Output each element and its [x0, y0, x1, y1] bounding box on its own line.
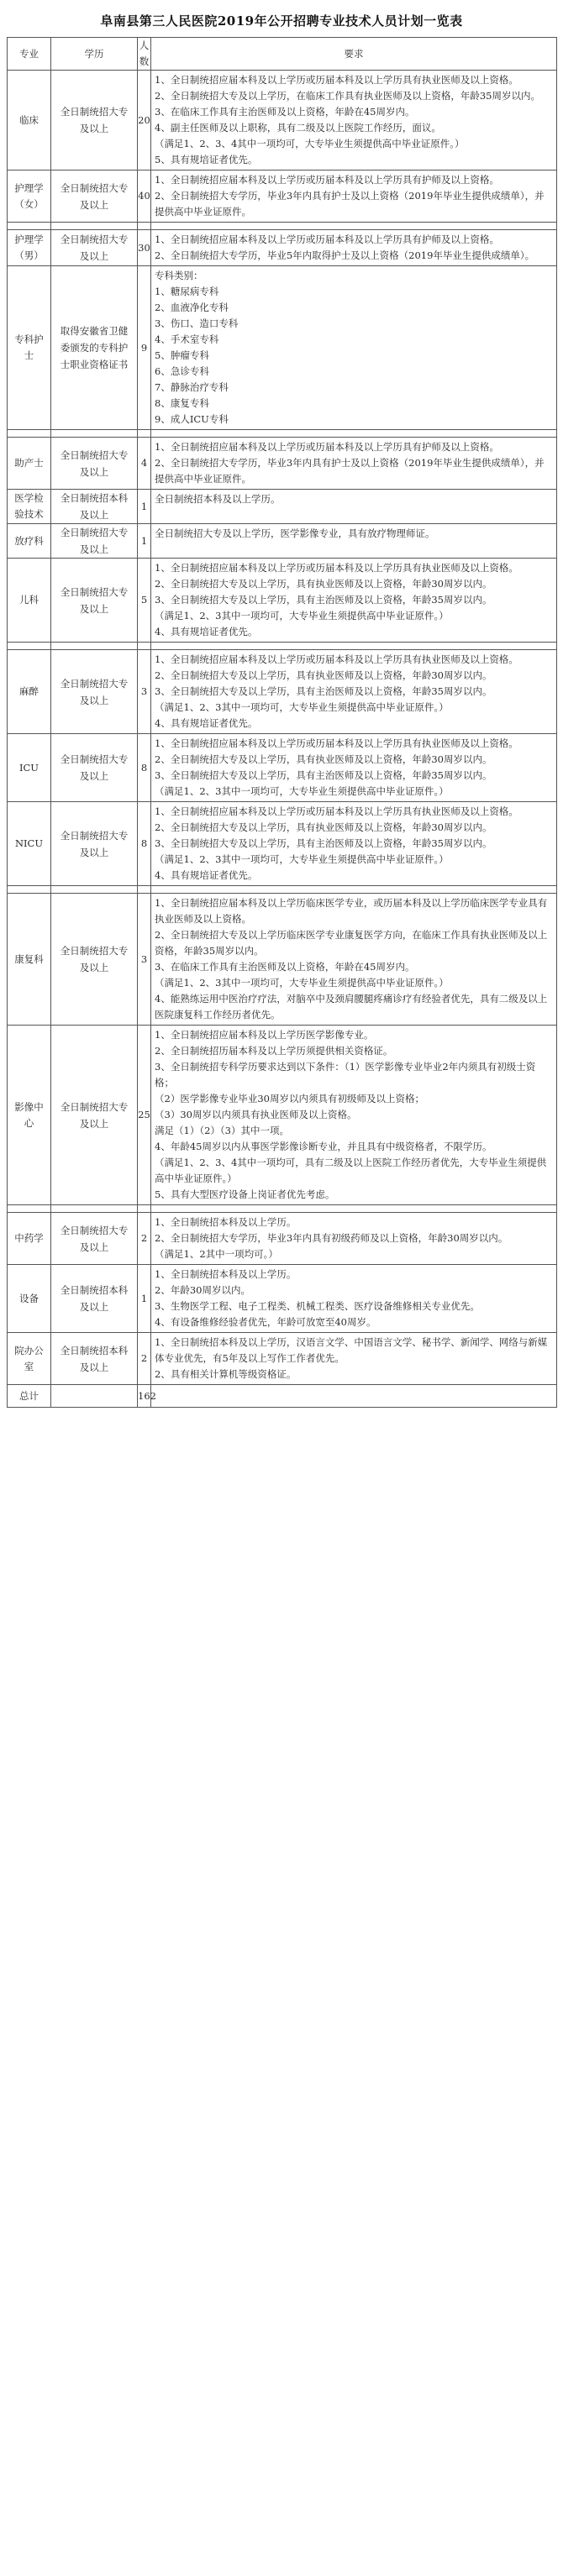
requirement-line: 4、副主任医师及以上职称，具有二级及以上医院工作经历，面议。 — [155, 122, 441, 134]
table-row — [8, 230, 557, 266]
row-education: 全日制统招大专及以上 — [51, 524, 138, 559]
row-count: 20 — [138, 71, 151, 171]
table-header-row — [8, 38, 557, 71]
requirement-line: 6、急诊专科 — [155, 365, 209, 377]
row-major: 院办公室 — [8, 1333, 51, 1385]
row-education: 全日制统招大专及以上 — [51, 438, 138, 490]
table-row — [8, 1213, 557, 1265]
row-major: 麻醉 — [8, 650, 51, 734]
requirement-line: 1、全日制统招应届本科及以上学历或历届本科及以上学历具有护师及以上资格。 — [155, 441, 499, 453]
row-requirements — [151, 71, 557, 171]
requirement-line: 2、年龄30周岁以内。 — [155, 1284, 250, 1296]
requirement-line: 4、有设备维修经验者优先，年龄可放宽至40周岁。 — [155, 1316, 376, 1328]
requirement-line: 3、在临床工作具有主治医师及以上资格，年龄在45周岁内。 — [155, 106, 415, 118]
row-education: 全日制统招本科及以上 — [51, 490, 138, 524]
requirement-line: 4、具有规培证者优先。 — [155, 626, 258, 637]
row-requirements — [151, 1213, 557, 1265]
row-requirements — [151, 802, 557, 886]
row-count: 25 — [138, 1026, 151, 1205]
row-count: 1 — [138, 524, 151, 559]
requirement-line: 1、全日制统招本科及以上学历，汉语言文学、中国语言文学、秘书学、新闻学、网络与新媒体专业优先，有5年及以上写作工作者优先。 — [155, 1336, 548, 1364]
header-count: 人数 — [138, 38, 151, 71]
requirement-line: 专科类别： — [155, 270, 203, 281]
requirement-line: 3、生物医学工程、电子工程类、机械工程类、医疗设备维修相关专业优先。 — [155, 1300, 480, 1312]
requirement-line: 1、全日制统招应届本科及以上学历或历届本科及以上学历具有执业医师及以上资格。 — [155, 653, 518, 665]
page-gap-row — [8, 223, 557, 230]
row-requirements — [151, 266, 557, 430]
table-row — [8, 266, 557, 430]
document-title: 阜南县第三人民医院2019年公开招聘专业技术人员计划一览表 — [100, 13, 463, 29]
row-major: 专科护士 — [8, 266, 51, 430]
requirement-line: （满足1、2、3其中一项均可，大专毕业生须提供高中毕业证原件。） — [155, 785, 449, 797]
row-count: 3 — [138, 650, 151, 734]
requirement-line: 2、全日制统招历届本科及以上学历须提供相关资格证。 — [155, 1045, 393, 1057]
row-education: 全日制统招大专及以上 — [51, 171, 138, 223]
row-count: 1 — [138, 1265, 151, 1333]
requirement-line: 3、全日制统招大专及以上学历，具有主治医师及以上资格，年龄35周岁以内。 — [155, 594, 492, 606]
row-requirements — [151, 559, 557, 643]
row-count: 40 — [138, 171, 151, 223]
row-requirements — [151, 490, 557, 524]
row-major: 影像中心 — [8, 1026, 51, 1205]
header-major: 专业 — [8, 38, 51, 71]
requirement-line: 4、能熟练运用中医治疗疗法，对脑卒中及颈肩腰腿疼痛诊疗有经验者优先，具有二级及以上医院康复科工作经历者优先。 — [155, 993, 548, 1020]
row-major: ICU — [8, 734, 51, 802]
row-requirements — [151, 524, 557, 559]
row-requirements — [151, 894, 557, 1026]
row-count: 2 — [138, 1213, 151, 1265]
page-gap-row — [8, 1205, 557, 1213]
row-education: 取得安徽省卫健委颁发的专科护士职业资格证书 — [51, 266, 138, 430]
row-education: 全日制统招大专及以上 — [51, 559, 138, 643]
requirement-line: 2、全日制统招大专及以上学历，具有执业医师及以上资格，年龄30周岁以内。 — [155, 753, 492, 765]
row-requirements — [151, 1265, 557, 1333]
requirement-line: 1、全日制统招应届本科及以上学历或历届本科及以上学历具有执业医师及以上资格。 — [155, 74, 518, 86]
row-major: 康复科 — [8, 894, 51, 1026]
header-education: 学历 — [51, 38, 138, 71]
requirement-line: 2、全日制统招大专及以上学历，具有执业医师及以上资格，年龄30周岁以内。 — [155, 669, 492, 681]
table-row — [8, 894, 557, 1026]
table-row — [8, 71, 557, 171]
row-major: 护理学（男） — [8, 230, 51, 266]
row-education: 全日制统招大专及以上 — [51, 1213, 138, 1265]
requirement-line: 5、具有大型医疗设备上岗证者优先考虑。 — [155, 1188, 335, 1200]
requirement-line: （满足1、2、3、4其中一项均可，大专毕业生须提供高中毕业证原件。） — [155, 138, 465, 150]
requirement-line: 1、全日制统招应届本科及以上学历或历届本科及以上学历具有护师及以上资格。 — [155, 233, 499, 245]
row-count: 8 — [138, 802, 151, 886]
table-row — [8, 559, 557, 643]
row-education: 全日制统招大专及以上 — [51, 1026, 138, 1205]
total-row — [8, 1385, 557, 1408]
table-body — [8, 71, 557, 1408]
requirement-line: 2、全日制统招大专及以上学历临床医学专业康复医学方向，在临床工作具有执业医师及以上资格，年龄35周岁以内。 — [155, 929, 548, 957]
requirement-line: 1、全日制统招本科及以上学历。 — [155, 1216, 297, 1228]
table-row — [8, 490, 557, 524]
table-row — [8, 524, 557, 559]
requirement-line: 2、全日制统招大专学历，毕业3年内具有初级药师及以上资格，年龄30周岁以内。 — [155, 1232, 508, 1244]
requirement-line: 8、康复专科 — [155, 397, 209, 409]
requirement-line: 3、全日制统招大专及以上学历，具有主治医师及以上资格，年龄35周岁以内。 — [155, 685, 492, 697]
requirement-line: 1、全日制统招应届本科及以上学历或历届本科及以上学历具有执业医师及以上资格。 — [155, 562, 518, 574]
table-row — [8, 1026, 557, 1205]
row-major: 医学检验技术 — [8, 490, 51, 524]
document-page — [7, 5, 556, 1408]
row-count: 3 — [138, 894, 151, 1026]
requirement-line: 3、在临床工作具有主治医师及以上资格，年龄在45周岁内。 — [155, 961, 415, 973]
requirement-line: 2、全日制统招大专学历，毕业5年内取得护士及以上资格（2019年毕业生提供成绩单）。 — [155, 249, 535, 261]
requirement-line: 3、全日制统招大专及以上学历，具有主治医师及以上资格，年龄35周岁以内。 — [155, 837, 492, 849]
row-count: 2 — [138, 1333, 151, 1385]
row-education: 全日制统招大专及以上 — [51, 230, 138, 266]
total-count: 162 — [138, 1385, 151, 1408]
table-row — [8, 438, 557, 490]
row-education: 全日制统招大专及以上 — [51, 894, 138, 1026]
requirement-line: （满足1、2、3其中一项均可，大专毕业生须提供高中毕业证原件。） — [155, 701, 449, 713]
row-count: 8 — [138, 734, 151, 802]
requirement-line: 满足（1）（2）（3）其中一项。 — [155, 1125, 289, 1136]
table-row — [8, 171, 557, 223]
row-count: 4 — [138, 438, 151, 490]
row-requirements — [151, 1333, 557, 1385]
row-major: 儿科 — [8, 559, 51, 643]
requirement-line: 全日制统招大专及以上学历，医学影像专业，具有放疗物理师证。 — [155, 527, 435, 539]
requirement-line: 2、全日制统招大专学历，毕业3年内具有护士及以上资格（2019年毕业生提供成绩单），并提供高中毕业证原件。 — [155, 190, 545, 218]
requirement-line: 5、肿瘤专科 — [155, 349, 209, 361]
row-education: 全日制统招大专及以上 — [51, 734, 138, 802]
requirement-line: 3、全日制统招大专及以上学历，具有主治医师及以上资格，年龄35周岁以内。 — [155, 769, 492, 781]
page-gap-row — [8, 886, 557, 894]
requirement-line: （2）医学影像专业毕业30周岁以内须具有初级师及以上资格； — [155, 1093, 424, 1104]
requirement-line: 3、伤口、造口专科 — [155, 317, 239, 329]
requirement-line: 1、全日制统招应届本科及以上学历医学影像专业。 — [155, 1029, 374, 1041]
requirement-line: （满足1、2其中一项均可。） — [155, 1248, 278, 1260]
row-major: 中药学 — [8, 1213, 51, 1265]
requirement-line: 2、全日制统招大专及以上学历，在临床工作具有执业医师及以上资格，年龄35周岁以内。 — [155, 90, 540, 102]
table-row — [8, 650, 557, 734]
requirement-line: 2、血液净化专科 — [155, 302, 229, 313]
row-education: 全日制统招本科及以上 — [51, 1265, 138, 1333]
requirement-line: 2、全日制统招大专及以上学历，具有执业医师及以上资格，年龄30周岁以内。 — [155, 821, 492, 833]
row-major: NICU — [8, 802, 51, 886]
requirement-line: （满足1、2、3其中一项均可，大专毕业生须提供高中毕业证原件。） — [155, 977, 449, 989]
page-gap-row — [8, 430, 557, 438]
requirement-line: 7、静脉治疗专科 — [155, 381, 229, 393]
requirement-line: （满足1、2、3其中一项均可，大专毕业生须提供高中毕业证原件。） — [155, 853, 449, 865]
requirement-line: 4、年龄45周岁以内从事医学影像诊断专业，并且具有中级资格者，不限学历。 — [155, 1141, 492, 1152]
row-requirements — [151, 171, 557, 223]
row-major: 护理学（女） — [8, 171, 51, 223]
requirement-line: 2、全日制统招大专学历，毕业3年内具有护士及以上资格（2019年毕业生提供成绩单），并提供高中毕业证原件。 — [155, 457, 545, 485]
row-requirements — [151, 734, 557, 802]
table-row — [8, 1265, 557, 1333]
row-major: 放疗科 — [8, 524, 51, 559]
row-education: 全日制统招大专及以上 — [51, 650, 138, 734]
total-label: 总计 — [8, 1385, 51, 1408]
row-education: 全日制统招大专及以上 — [51, 71, 138, 171]
row-count: 30 — [138, 230, 151, 266]
requirement-line: （3）30周岁以内须具有执业医师及以上资格。 — [155, 1109, 357, 1120]
table-row — [8, 734, 557, 802]
requirement-line: （满足1、2、3、4其中一项均可，具有二级及以上医院工作经历者优先，大专毕业生须提供高中毕业证原件。） — [155, 1157, 547, 1184]
requirement-line: 1、全日制统招应届本科及以上学历临床医学专业，或历届本科及以上学历临床医学专业具有执业医师及以上资格。 — [155, 897, 548, 925]
table-row — [8, 802, 557, 886]
requirement-line: 全日制统招本科及以上学历。 — [155, 493, 281, 505]
row-count: 1 — [138, 490, 151, 524]
requirement-line: 4、具有规培证者优先。 — [155, 869, 258, 881]
requirement-line: 5、具有规培证者优先。 — [155, 154, 258, 165]
requirement-line: 4、具有规培证者优先。 — [155, 717, 258, 729]
row-count: 9 — [138, 266, 151, 430]
row-requirements — [151, 438, 557, 490]
requirement-line: 1、全日制统招本科及以上学历。 — [155, 1268, 297, 1280]
row-education: 全日制统招大专及以上 — [51, 802, 138, 886]
recruitment-plan-table — [7, 37, 557, 1408]
row-major: 设备 — [8, 1265, 51, 1333]
requirement-line: （满足1、2、3其中一项均可，大专毕业生须提供高中毕业证原件。） — [155, 610, 449, 622]
requirement-line: 1、全日制统招应届本科及以上学历或历届本科及以上学历具有执业医师及以上资格。 — [155, 737, 518, 749]
row-count: 5 — [138, 559, 151, 643]
row-requirements — [151, 1026, 557, 1205]
row-major: 助产士 — [8, 438, 51, 490]
requirement-line: 2、全日制统招大专及以上学历，具有执业医师及以上资格，年龄30周岁以内。 — [155, 578, 492, 590]
requirement-line: 1、全日制统招应届本科及以上学历或历届本科及以上学历具有护师及以上资格。 — [155, 174, 499, 186]
requirement-line: 4、手术室专科 — [155, 333, 219, 345]
requirement-line: 3、全日制统招专科学历要求达到以下条件：（1）医学影像专业毕业2年内须具有初级士资格； — [155, 1061, 536, 1089]
row-major: 临床 — [8, 71, 51, 171]
row-requirements — [151, 650, 557, 734]
requirement-line: 2、具有相关计算机等级资格证。 — [155, 1368, 297, 1380]
requirement-line: 1、全日制统招应届本科及以上学历或历届本科及以上学历具有执业医师及以上资格。 — [155, 805, 518, 817]
page-gap-row — [8, 643, 557, 650]
row-requirements — [151, 230, 557, 266]
header-requirements: 要求 — [151, 38, 557, 71]
requirement-line: 9、成人ICU专科 — [155, 413, 229, 425]
requirement-line: 1、糖尿病专科 — [155, 286, 219, 297]
row-education: 全日制统招本科及以上 — [51, 1333, 138, 1385]
table-row — [8, 1333, 557, 1385]
